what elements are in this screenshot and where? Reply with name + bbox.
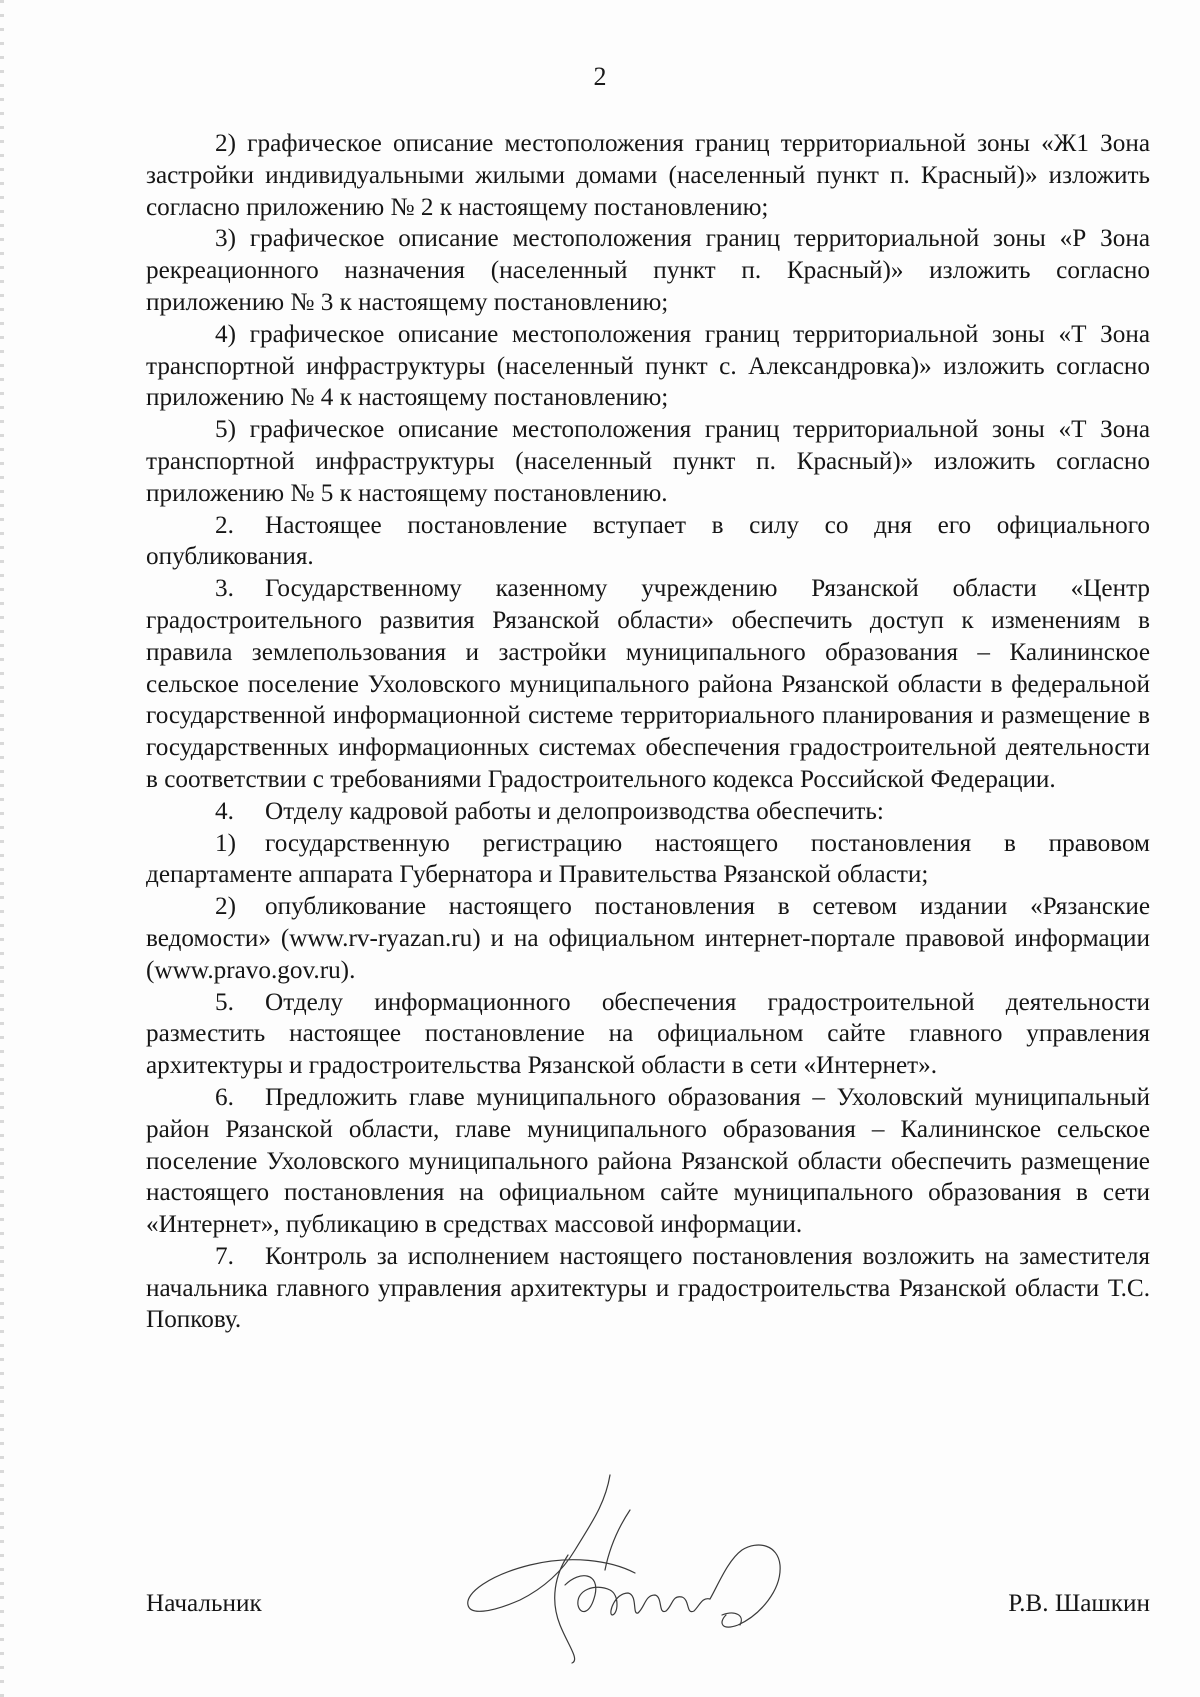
paragraph-text: Предложить главе муниципального образования – Ухоловский муниципальный район Рязанской области, главе муниципального образования – Калининское сельское поселение Ухоловского муниципального района Рязанской области обеспечить размещение настоящего постановления на официальном сайте муниципального образования в сети «Интернет», публикацию в средствах массовой информации. (146, 1083, 1150, 1239)
paragraph-subitem-3 (146, 223, 1150, 318)
paragraph-number: 3. (215, 575, 234, 603)
paragraph-item-4-1 (146, 828, 1150, 892)
position-label: Начальник (146, 1590, 262, 1617)
paragraph-text: Государственному казенному учреждению Рязанской области «Центр градостроительного развития Рязанской области» обеспечить доступ к изменениям в правила землепользования и застройки муниципального образования – Калининское сельское поселение Ухоловского муниципального района Рязанской области в федеральной государственной информационной системе территориального планирования и размещение в государственных информационных системах обеспечения градостроительной деятельности в соответствии с требованиями Градостроительного кодекса Российской Федерации. (146, 575, 1150, 793)
paragraph-subitem-2 (146, 128, 1150, 223)
paragraph-subitem-4 (146, 319, 1150, 414)
paragraph-text: Отделу кадровой работы и делопроизводства обеспечить: (265, 797, 884, 825)
paragraph-text: 2) графическое описание местоположения границ территориальной зоны «Ж1 Зона застройки индивидуальными жилыми домами (населенный пункт п. Красный)» изложить согласно приложению № 2 к настоящему постановлению; (146, 130, 1150, 221)
paragraph-number: 4. (215, 797, 234, 825)
paragraph-item-4 (146, 796, 1150, 828)
document-body (146, 128, 1150, 1336)
paragraph-number: 7. (215, 1242, 234, 1270)
paragraph-item-2 (146, 510, 1150, 574)
paragraph-item-4-2 (146, 891, 1150, 986)
scan-edge-marks (0, 0, 4, 1697)
paragraph-text: Контроль за исполнением настоящего постановления возложить на заместителя начальника главного управления архитектуры и градостроительства Рязанской области Т.С. Попкову. (146, 1242, 1150, 1334)
paragraph-number: 1) (215, 829, 236, 857)
paragraph-text: Отделу информационного обеспечения градостроительной деятельности разместить настоящее постановление на официальном сайте главного управления архитектуры и градостроительства Рязанской области в сети «Интернет». (146, 988, 1150, 1080)
paragraph-text: Настоящее постановление вступает в силу со дня его официального опубликования. (146, 511, 1150, 571)
signature-block (146, 1590, 1150, 1624)
paragraph-text: 5) графическое описание местоположения границ территориальной зоны «Т Зона транспортной инфраструктуры (населенный пункт п. Красный)» изложить согласно приложению № 5 к настоящему постановлению. (146, 416, 1150, 507)
page-number: 2 (593, 62, 607, 91)
paragraph-item-6 (146, 1082, 1150, 1241)
signer-name: Р.В. Шашкин (1008, 1590, 1150, 1617)
paragraph-subitem-5 (146, 414, 1150, 509)
paragraph-number: 2) (215, 893, 236, 921)
paragraph-item-7 (146, 1241, 1150, 1336)
paragraph-item-3 (146, 573, 1150, 796)
paragraph-number: 2. (215, 511, 234, 539)
paragraph-text: государственную регистрацию настоящего постановления в правовом департаменте аппарата Губернатора и Правительства Рязанской области; (146, 829, 1150, 889)
paragraph-item-5 (146, 987, 1150, 1082)
paragraph-number: 6. (215, 1083, 234, 1111)
paragraph-number: 5. (215, 988, 234, 1016)
paragraph-text: 3) графическое описание местоположения границ территориальной зоны «Р Зона рекреационного назначения (населенный пункт п. Красный)» изложить согласно приложению № 3 к настоящему постановлению; (146, 225, 1150, 316)
paragraph-text: опубликование настоящего постановления в сетевом издании «Рязанские ведомости» (www.rv-ryazan.ru) и на официальном интернет-портале правовой информации (www.pravo.gov.ru). (146, 893, 1150, 984)
handwritten-signature (460, 1465, 790, 1665)
paragraph-text: 4) графическое описание местоположения границ территориальной зоны «Т Зона транспортной инфраструктуры (населенный пункт с. Александровка)» изложить согласно приложению № 4 к настоящему постановлению; (146, 320, 1150, 412)
